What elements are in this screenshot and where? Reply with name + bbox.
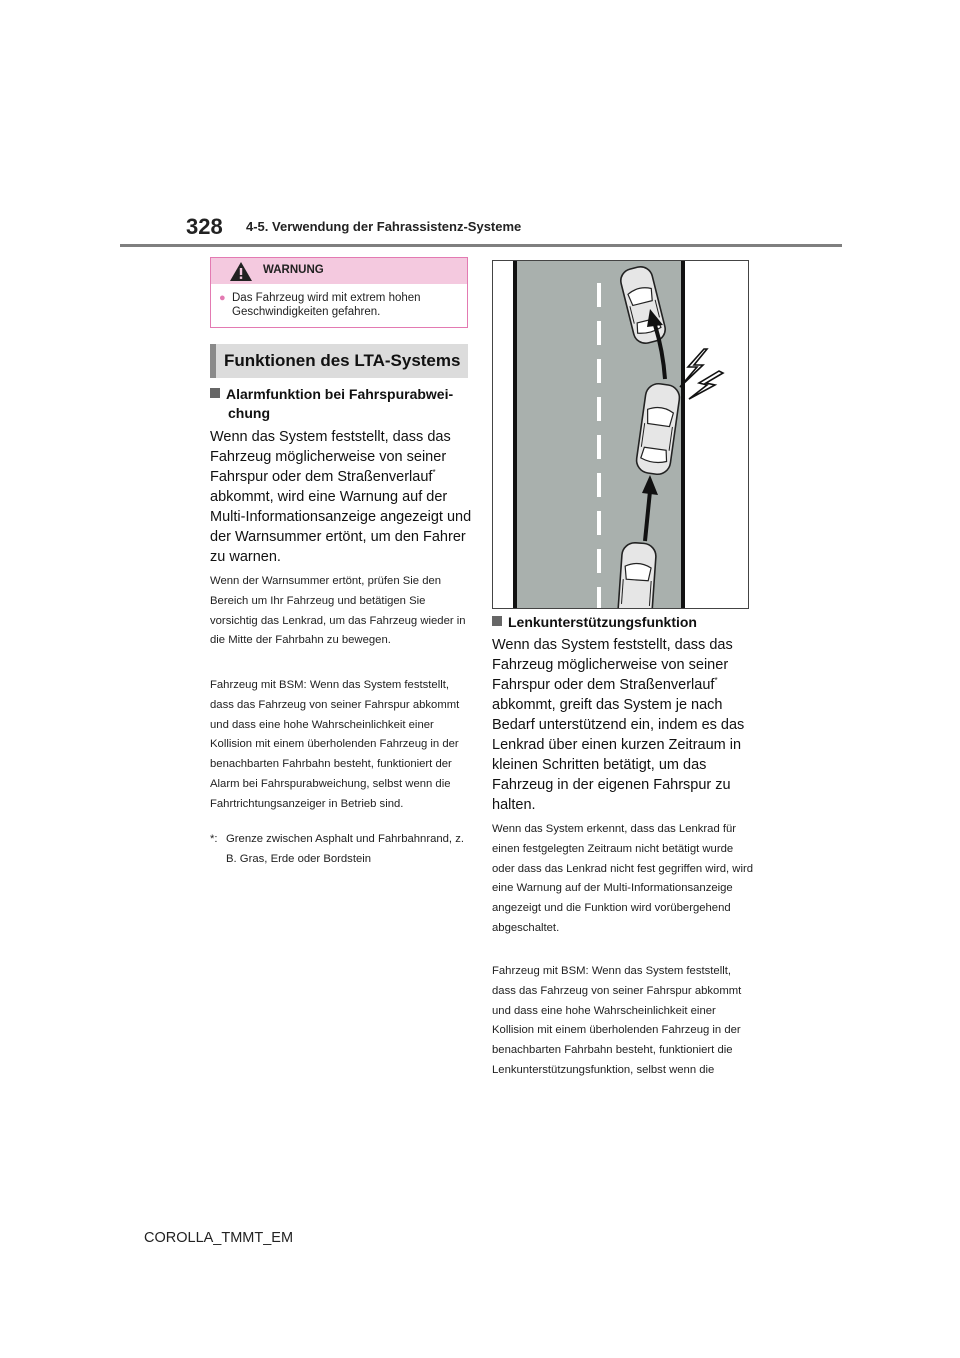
lane-dashes [597, 283, 601, 608]
warning-box [210, 257, 468, 328]
paragraph-small: Wenn das System erkennt, dass das Lenkrad für einen festgelegten Zeitraum nicht betätigt wurde oder dass das Lenkrad nicht fest gegriffen wird, wird eine Warnung auf der Multi-Informationsanzeige angezeigt und die Funktion wird vorübergehend abgeschaltet. [492, 823, 754, 934]
footnote-ref: * [714, 676, 718, 686]
lightning-icon [680, 349, 723, 399]
bullet-icon: ● [219, 292, 226, 304]
warning-title: WARNUNG [263, 264, 324, 276]
square-bullet-icon [210, 388, 220, 398]
road-edge-right [681, 261, 685, 608]
lane-illustration [492, 260, 749, 609]
footer-code: COROLLA_TMMT_EM [144, 1230, 294, 1246]
footnote-text: Grenze zwischen Asphalt und Fahrbahnrand, z. B. Gras, Erde oder Bordstein [226, 833, 465, 865]
road-edge-left [513, 261, 517, 608]
warning-header [211, 258, 467, 284]
header-divider [120, 244, 842, 247]
section-heading [210, 344, 468, 378]
paragraph: Wenn das System feststellt, dass das Fahrzeug möglicherweise von seiner Fahrspur oder dem Straßenverlauf* abkommt, greift das System je nach Bedarf unterstützend ein, indem es das Lenkrad über einen kurzen Zeitraum in kleinen Schritten betätigt, um das Fahrzeug in der eigenen Fahrspur zu halten. [492, 637, 745, 813]
section-title: 4-5. Verwendung der Fahrassistenz-Systeme [246, 219, 522, 234]
paragraph-small: Wenn der Warnsummer ertönt, prüfen Sie den Bereich um Ihr Fahrzeug und betätigen Sie vorsichtig das Lenkrad, um das Fahrzeug wieder in die Mitte der Fahrbahn zu bewegen. [210, 575, 466, 647]
section-heading-text: Funktionen des LTA-Systems [224, 351, 461, 370]
subsection-title-steering-assist: Lenkunterstützungsfunktion [492, 613, 754, 632]
car-icon [617, 542, 656, 608]
paragraph-small: Fahrzeug mit BSM: Wenn das System feststellt, dass das Fahrzeug von seiner Fahrspur abkommt und dass eine hohe Wahrscheinlichkeit einer Kollision mit einem überholenden Fahrzeug in der benachbarten Fahrbahn besteht, funktioniert die Lenkunterstützungsfunktion, selbst wenn die [492, 965, 742, 1076]
square-bullet-icon [492, 616, 502, 626]
paragraph-small: Fahrzeug mit BSM: Wenn das System feststellt, dass das Fahrzeug von seiner Fahrspur abkommt und dass eine hohe Wahrscheinlichkeit einer Kollision mit einem überholenden Fahrzeug in der benachbarten Fahrbahn besteht, funktioniert der Alarm bei Fahrspurabweichung, selbst wenn die Fahrtrichtungsanzeiger in Betrieb sind. [210, 679, 460, 810]
subsection-title-lane-departure: Alarmfunktion bei Fahrspurabwei- chung [210, 385, 472, 423]
page-number: 328 [186, 214, 223, 239]
footnote-ref: * [432, 468, 436, 478]
warning-text: Das Fahrzeug wird mit extrem hohen Geschwindigkeiten gefahren. [232, 292, 421, 318]
paragraph: Wenn das System feststellt, dass das Fahrzeug möglicherweise von seiner Fahrspur oder dem Straßenverlauf* abkommt, wird eine Warnung auf der Multi-Informationsanzeige angezeigt und der Warnsummer ertönt, um den Fahrer zu warnen. [210, 429, 472, 565]
lane-illustration-svg [493, 261, 748, 608]
warning-triangle-icon [229, 261, 253, 282]
footnote-mark: *: [210, 833, 218, 845]
